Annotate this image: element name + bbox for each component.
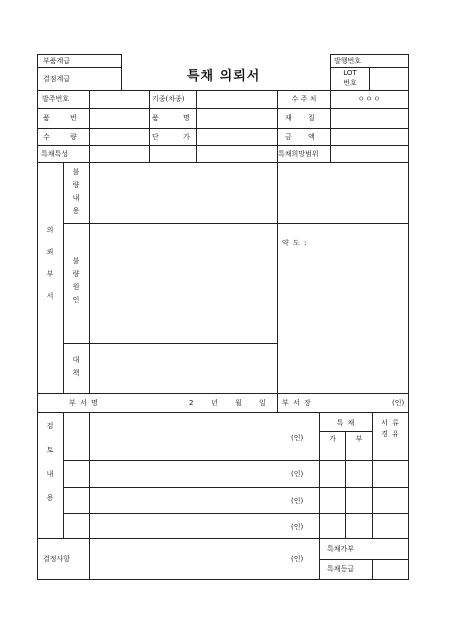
line — [63, 513, 409, 514]
line — [37, 145, 409, 146]
review-seal-2: (인) — [291, 470, 304, 478]
line — [63, 412, 64, 538]
parts-class-label: 부품계급 — [43, 57, 71, 65]
line — [319, 559, 409, 560]
issue-no-label: 발행번호 — [334, 57, 362, 65]
document-route-line2: 경 유 — [381, 430, 400, 438]
line — [63, 343, 277, 344]
quantity-label: 수 량 — [43, 133, 77, 141]
document-route-line1: 서 류 — [381, 419, 400, 427]
defect-content-label: 불 량 내 용 — [72, 168, 80, 215]
line — [89, 90, 90, 163]
countermeasure-label: 대 책 — [72, 356, 80, 377]
line — [37, 393, 409, 394]
line — [196, 90, 197, 163]
review-seal-3: (인) — [291, 497, 304, 505]
amount-label: 금 액 — [285, 133, 315, 141]
line — [89, 162, 90, 393]
sketch-label: 약 도 : — [282, 239, 307, 247]
dept-head-label: 부 서 장 — [282, 399, 312, 407]
date-year-prefix: 2 — [189, 399, 194, 407]
line — [37, 579, 409, 580]
order-no-label: 발주번호 — [42, 95, 70, 103]
line — [330, 54, 409, 55]
page-title: 특채 의뢰서 — [187, 69, 261, 84]
line — [63, 487, 409, 488]
line — [121, 54, 122, 90]
receiver-value: ㅇㅇㅇ — [357, 95, 382, 103]
line — [277, 393, 278, 412]
model-label: 기종(차종) — [152, 95, 185, 103]
line — [37, 128, 409, 129]
line — [345, 431, 346, 538]
lot-no-label-line2: 번호 — [343, 79, 357, 87]
line — [372, 559, 373, 579]
part-name-label: 품 명 — [152, 114, 190, 122]
inspection-class-label: 결점계급 — [43, 75, 71, 83]
special-yn-label: 특채가부 — [327, 545, 355, 553]
line — [37, 412, 409, 413]
line — [63, 460, 409, 461]
special-header: 특 채 — [336, 419, 356, 427]
request-dept-section-label: 의 뢰 부 서 — [46, 226, 54, 300]
dept-head-seal: (인) — [392, 399, 405, 407]
receiver-label: 수 주 처 — [291, 95, 317, 103]
review-section-label: 검 토 내 용 — [46, 422, 54, 502]
decision-seal: (인) — [291, 555, 304, 563]
line — [369, 67, 370, 90]
special-acceptance-request-form — [37, 54, 409, 580]
line — [37, 162, 409, 163]
lot-no-label-line1: LOT — [343, 69, 357, 77]
line — [63, 223, 409, 224]
line — [37, 538, 409, 539]
material-label: 재 질 — [285, 114, 315, 122]
special-range-label: 특채희망범위 — [278, 150, 319, 158]
line — [330, 54, 331, 90]
date-month-label: 월 — [235, 399, 242, 407]
line — [149, 90, 150, 163]
special-feature-label: 특채특성 — [41, 150, 69, 158]
date-year-label: 년 — [211, 399, 218, 407]
line — [277, 162, 278, 393]
line — [89, 412, 90, 538]
special-grade-label: 특채등급 — [327, 565, 355, 573]
line — [37, 54, 38, 580]
part-no-label: 품 번 — [43, 114, 77, 122]
line — [408, 54, 409, 580]
line — [63, 162, 64, 393]
review-seal-4: (인) — [291, 523, 304, 531]
unit-price-label: 단 가 — [152, 133, 190, 141]
decision-label: 결정사항 — [43, 555, 71, 563]
special-yes-label: 가 — [329, 435, 336, 443]
defect-cause-label: 불 량 원 인 — [72, 257, 80, 304]
line — [37, 108, 409, 109]
date-day-label: 일 — [259, 399, 266, 407]
line — [37, 54, 121, 55]
special-no-label: 부 — [355, 435, 363, 443]
line — [37, 67, 121, 68]
dept-name-label: 부 서 명 — [69, 399, 99, 407]
line — [89, 538, 90, 580]
review-seal-1: (인) — [291, 434, 304, 442]
line — [37, 90, 409, 91]
